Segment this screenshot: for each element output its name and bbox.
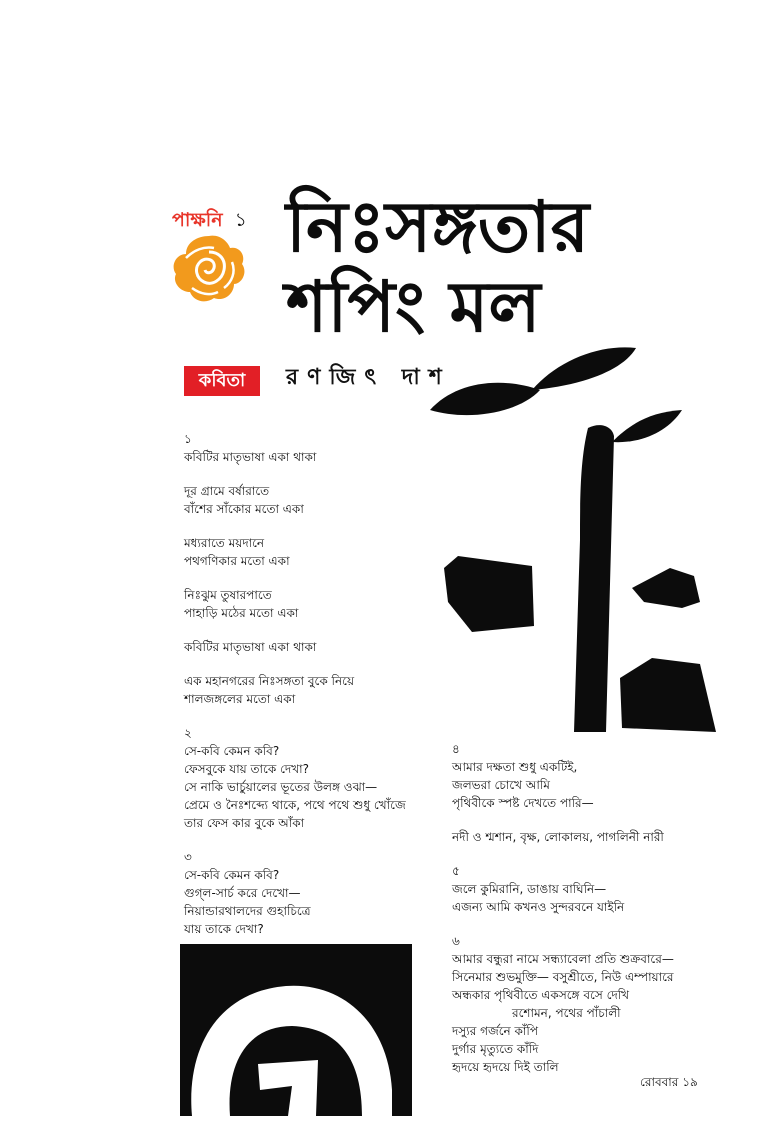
stanza bbox=[184, 430, 406, 466]
stanza bbox=[452, 862, 674, 916]
poem-right-column bbox=[452, 740, 674, 1092]
poem-line: সিনেমার শুভমুক্তি— বসুশ্রীতে, নিউ এম্পায়ারে bbox=[452, 970, 674, 984]
stanza-number: ৫ bbox=[452, 864, 460, 878]
poem-line: যায় তাকে দেখা? bbox=[184, 922, 264, 936]
stanza bbox=[452, 828, 674, 846]
poem-line: গুগ্‌ল-সার্চ করে দেখো— bbox=[184, 886, 301, 900]
poem-line: এজন্য আমি কখনও সুন্দরবনে যাইনি bbox=[452, 900, 625, 914]
poem-line: সে-কবি কেমন কবি? bbox=[184, 744, 280, 758]
poem-line: সে নাকি ভার্চুয়ালের ভূতের উলঙ্গ ওঝা— bbox=[184, 780, 378, 794]
stanza bbox=[452, 932, 674, 1076]
stanza bbox=[184, 638, 406, 656]
arch-illustration bbox=[176, 940, 416, 1120]
page-title-line2: শপিং মল bbox=[286, 266, 541, 348]
series-name: পাক্ষনি bbox=[172, 209, 223, 231]
poem-line: সে-কবি কেমন কবি? bbox=[184, 868, 280, 882]
poem-line: শালজঙ্গলের মতো একা bbox=[184, 692, 296, 706]
poem-line: নিয়ান্ডারথালদের গুহাচিত্রে bbox=[184, 904, 311, 918]
poem-line: মধ্যরাতে ময়দানে bbox=[184, 536, 265, 550]
stanza bbox=[184, 724, 406, 832]
page-number: রোববার ১৯ bbox=[640, 1075, 698, 1089]
page-title-line1: নিঃসঙ্গতার bbox=[286, 186, 590, 268]
tree-illustration bbox=[400, 340, 730, 760]
poem-line: রশোমন, পথের পাঁচালী bbox=[512, 1006, 621, 1020]
stanza bbox=[184, 586, 406, 622]
stanza bbox=[184, 482, 406, 518]
poem-line: দুর্গার মৃত্যুতে কাঁদি bbox=[452, 1042, 539, 1056]
poem-line: দস্যুর গর্জনে কাঁপি bbox=[452, 1024, 538, 1038]
poem-line: কবিটির মাতৃভাষা একা থাকা bbox=[184, 450, 317, 464]
poem-line: নিঃঝুম তুষারপাতে bbox=[184, 588, 272, 602]
stanza bbox=[452, 740, 674, 812]
poem-line: আমার দক্ষতা শুধু একটিই, bbox=[452, 760, 578, 774]
poem-line: দূর গ্রামে বর্ষারাতে bbox=[184, 484, 270, 498]
poem-line: ফেসবুকে যায় তাকে দেখা? bbox=[184, 762, 309, 776]
poem-line: আমার বন্ধুরা নামে সন্ধ্যাবেলা প্রতি শুক্রবারে— bbox=[452, 952, 674, 966]
stanza-number: ৬ bbox=[452, 934, 460, 948]
author-name: রণজিৎ দাশ bbox=[286, 365, 451, 390]
poem-line: নদী ও শ্মশান, বৃক্ষ, লোকালয়, পাগলিনী নারী bbox=[452, 830, 664, 844]
flower-icon bbox=[170, 232, 248, 304]
stanza-number: ৩ bbox=[184, 850, 192, 864]
series-number: ১ bbox=[234, 209, 247, 231]
poem-left-column bbox=[184, 430, 406, 954]
poem-line: পাহাড়ি মঠের মতো একা bbox=[184, 606, 299, 620]
poem-line: অন্ধকার পৃথিবীতে একসঙ্গে বসে দেখি bbox=[452, 988, 630, 1002]
poem-line: পথগণিকার মতো একা bbox=[184, 554, 290, 568]
poem-line: জলভরা চোখে আমি bbox=[452, 778, 550, 792]
poem-line: প্রেমে ও নৈঃশব্দ্যে থাকে, পথে পথে শুধু খোঁজে bbox=[184, 798, 406, 812]
stanza bbox=[184, 848, 406, 938]
stanza bbox=[184, 534, 406, 570]
poem-line: এক মহানগরের নিঃসঙ্গতা বুকে নিয়ে bbox=[184, 674, 355, 688]
stanza-number: ৪ bbox=[452, 742, 460, 756]
poem-line: বাঁশের সাঁকোর মতো একা bbox=[184, 502, 304, 516]
poem-line: পৃথিবীকে স্পষ্ট দেখতে পারি— bbox=[452, 796, 594, 810]
stanza-number: ২ bbox=[184, 726, 192, 740]
poem-line: তার ফেস কার বুকে আঁকা bbox=[184, 816, 305, 830]
poem-line: কবিটির মাতৃভাষা একা থাকা bbox=[184, 640, 317, 654]
stanza bbox=[184, 672, 406, 708]
poem-line: হৃদয়ে হৃদয়ে দিই তালি bbox=[452, 1060, 559, 1074]
poem-line: জলে কুমিরানি, ডাঙায় বাঘিনি— bbox=[452, 882, 607, 896]
category-badge: কবিতা bbox=[184, 366, 260, 396]
stanza-number: ১ bbox=[184, 432, 192, 446]
